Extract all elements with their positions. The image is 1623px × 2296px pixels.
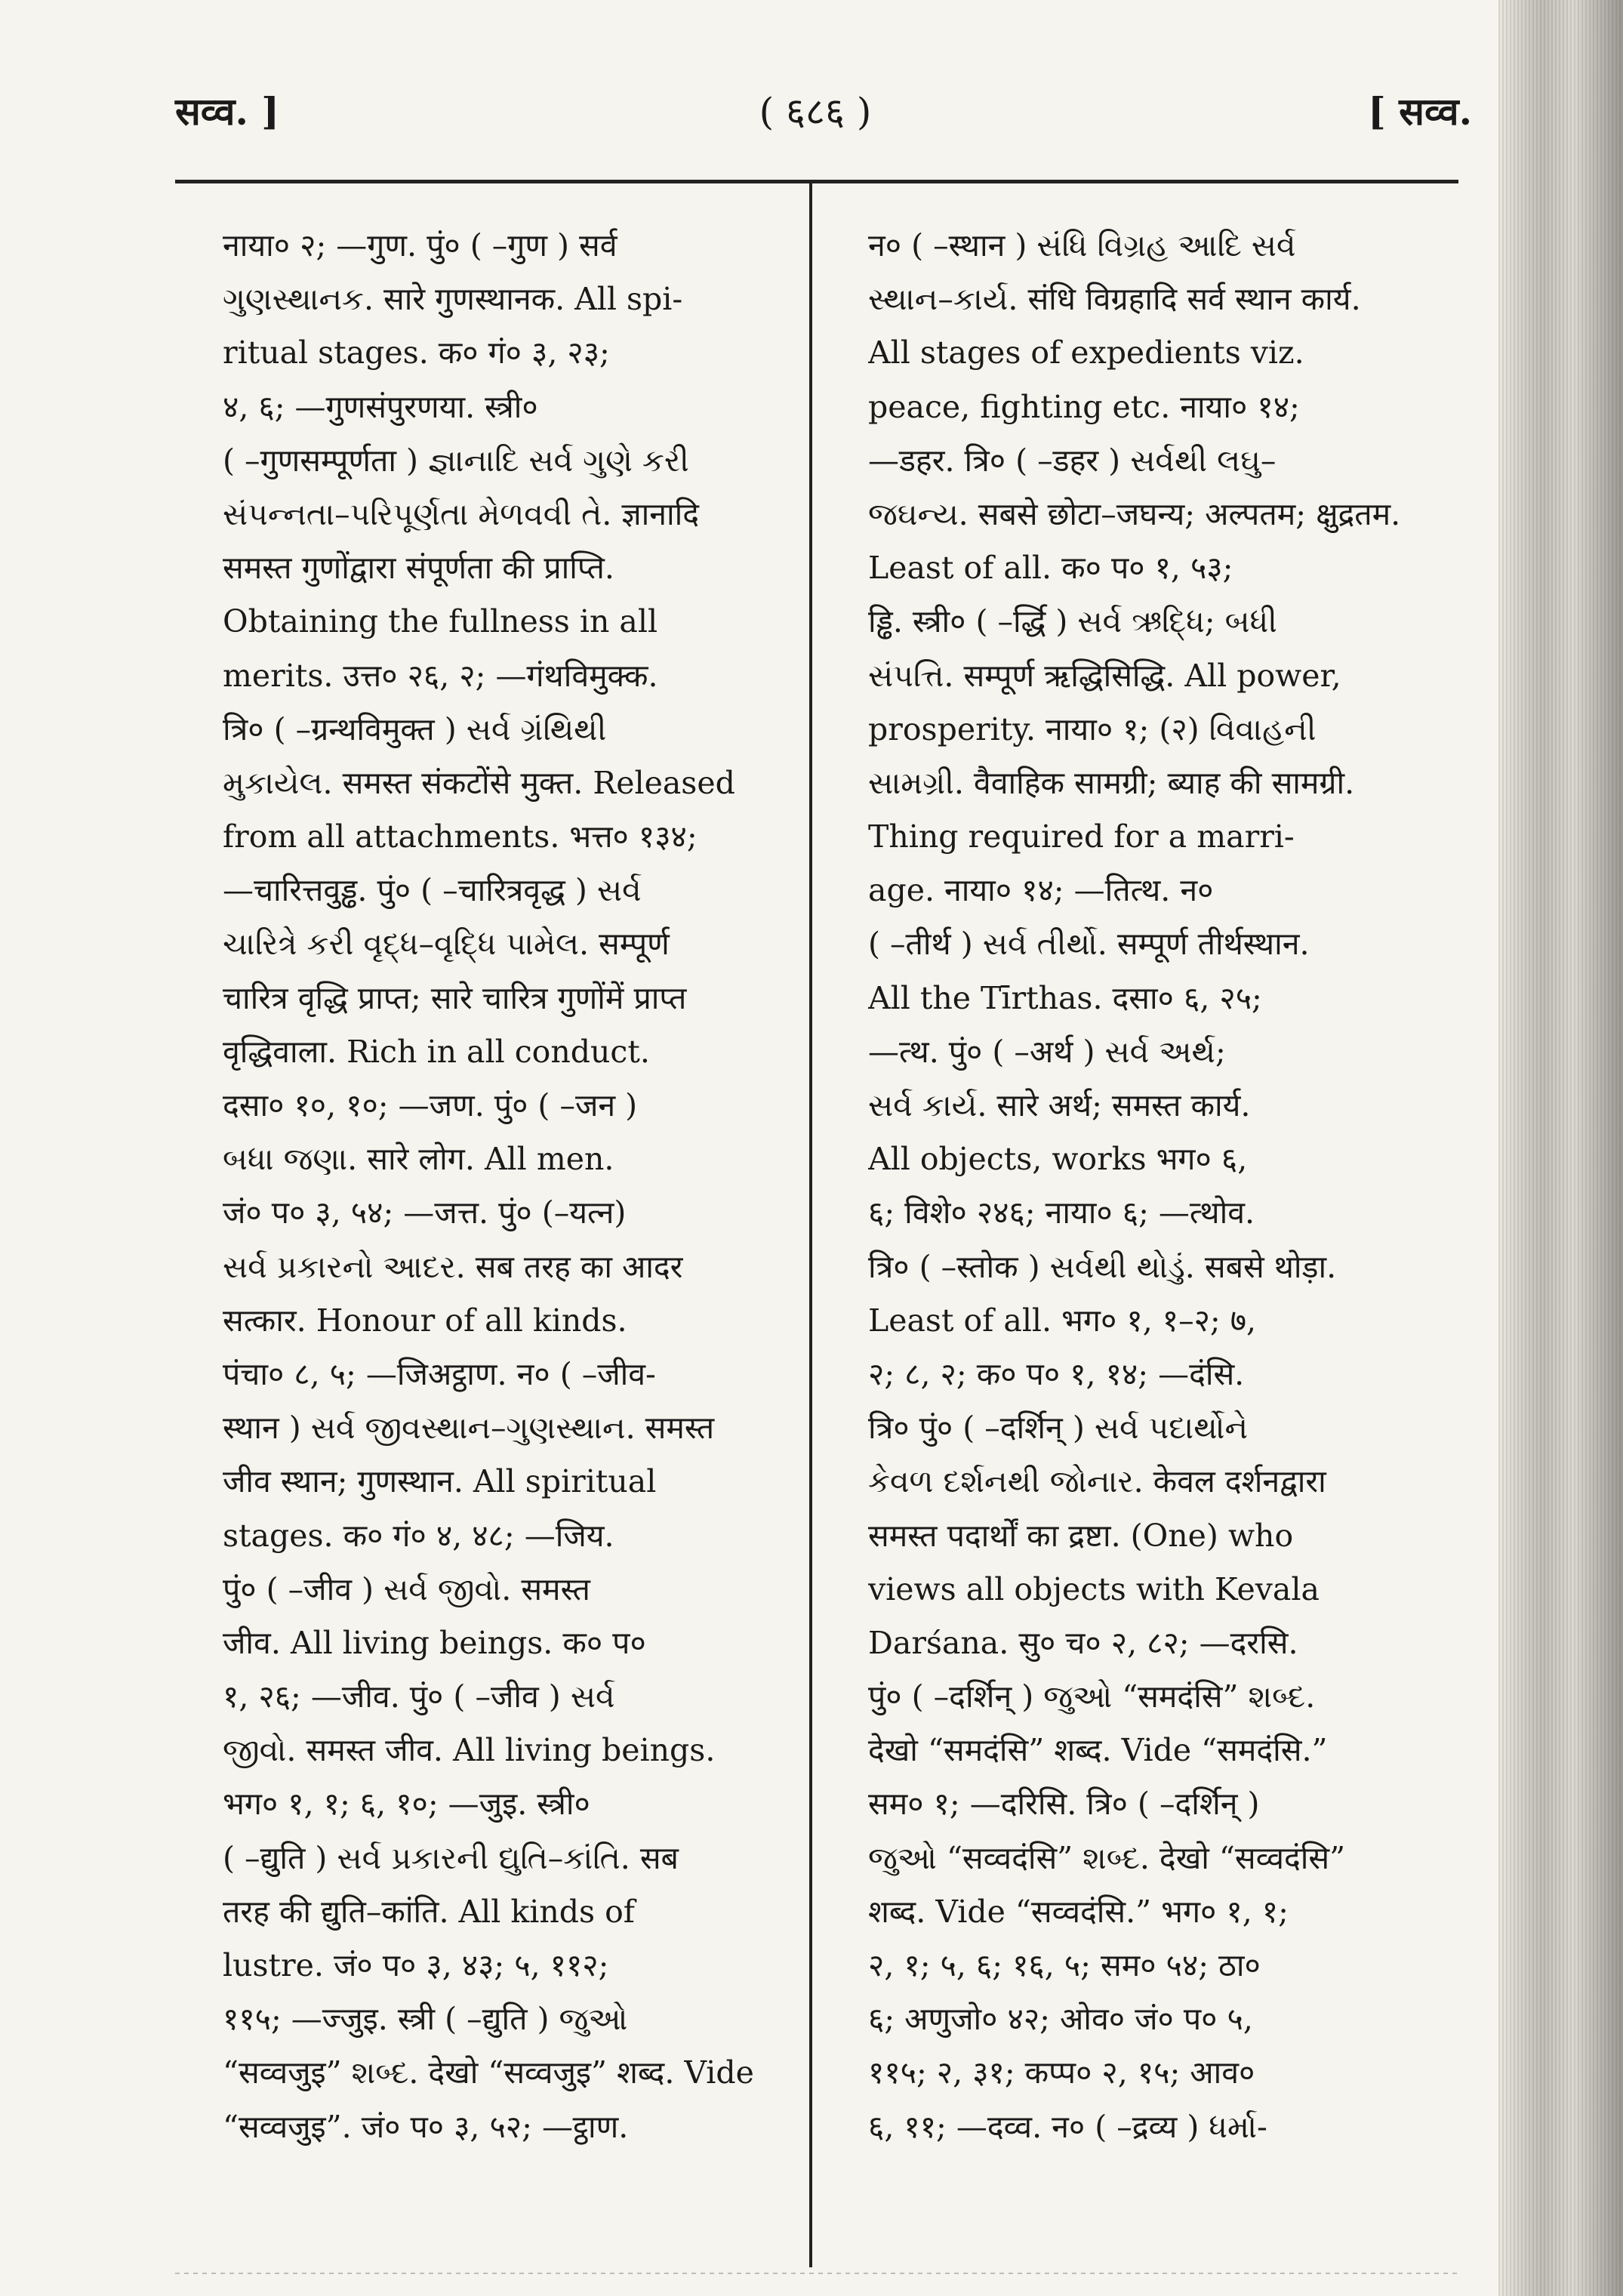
text-line: merits. उत्त० २६, २; —गंथविमुक्क.: [223, 657, 658, 694]
text-line: peace, fighting etc. नाया० १४;: [868, 388, 1300, 425]
text-line: ( –द्युति ) સર્વ પ્રકારની દ્યુતિ–કાંતિ. सब: [223, 1839, 679, 1876]
text-line: Least of all. क० प० १, ५३;: [868, 550, 1233, 587]
text-line: stages. क० गं० ४, ४८; —जिय.: [223, 1517, 614, 1554]
text-line: “सव्वजुइ”. जं० प० ३, ५२; —ट्ठाण.: [223, 2108, 629, 2145]
text-line: prosperity. नाया० १; (२) વિવાહની: [868, 710, 1317, 747]
text-line: ચારિત્રે કરી વૃદ્ધ–વૃદ્ધિ પામેલ. सम्पूर्ण: [223, 926, 670, 963]
left-column: [223, 219, 780, 2288]
text-line: २; ८, २; क० प० १, १४; —दंसि.: [868, 1355, 1245, 1392]
text-line: સર્વ કાર્ય. सारे अर्थ; समस्त कार्य.: [868, 1087, 1251, 1123]
text-line: બધા જણા. सारे लोग. All men.: [223, 1141, 614, 1178]
text-line: ६, ११; —दव्व. न० ( –द्रव्य ) ધર્મા-: [868, 2108, 1267, 2145]
text-line: age. नाया० १४; —तित्थ. न०: [868, 872, 1214, 909]
text-line: Thing required for a marri-: [868, 818, 1295, 855]
text-line: पुं० ( –जीव ) સર્વ જીવો. समस्त: [223, 1570, 590, 1607]
text-line: नाया० २; —गुण. पुं० ( –गुण ) सर्व: [223, 227, 617, 264]
column-divider: [809, 183, 812, 2267]
text-line: All stages of expedients viz.: [868, 334, 1304, 371]
text-line: સર્વ પ્રકારનો આદર. सब तरह का आदर: [223, 1248, 683, 1285]
text-line: तरह की द्युति–कांति. All kinds of: [223, 1893, 635, 1930]
text-line: —डहर. त्रि० ( –डहर ) સર્વથી લઘુ–: [868, 442, 1277, 479]
text-line: “सव्वजुइ” શબ્દ. देखो “सव्वजुइ” शब्द. Vide: [223, 2054, 754, 2091]
text-line: જીવો. समस्त जीव. All living beings.: [223, 1732, 716, 1769]
text-line: देखो “समदंसि” शब्द. Vide “समदंसि.”: [868, 1732, 1328, 1769]
text-line: सम० १; —दरिसि. त्रि० ( –दर्शिन् ): [868, 1786, 1260, 1823]
text-line: समस्त गुणोंद्वारा संपूर्णता की प्राप्ति.: [223, 550, 614, 587]
text-line: त्रि० पुं० ( –दर्शिन् ) સર્વ પદાર્થોને: [868, 1410, 1249, 1447]
text-line: ११५; २, ३१; कप्प० २, १५; आव०: [868, 2054, 1255, 2091]
text-line: २, १; ५, ६; १६, ५; सम० ५४; ठा०: [868, 1947, 1261, 1983]
text-line: चारित्र वृद्धि प्राप्त; सारे चारित्र गुणोंमें प्राप्त: [223, 979, 687, 1016]
right-column: [868, 219, 1425, 2288]
text-line: जीव स्थान; गुणस्थान. All spiritual: [223, 1463, 657, 1500]
text-line: from all attachments. भत्त० १३४;: [223, 818, 698, 855]
running-head-left: सव्व. ]: [175, 89, 279, 134]
text-line: शब्द. Vide “सव्वदंसि.” भग० १, १;: [868, 1893, 1289, 1930]
text-line: स्थान ) સર્વ જીવસ્થાન–ગુણસ્થાન. समस्त: [223, 1410, 715, 1447]
bottom-edge: [175, 2273, 1458, 2274]
running-head-right: [ सव्व.: [1368, 89, 1472, 134]
text-line: जीव. All living beings. क० प०: [223, 1624, 646, 1661]
text-line: त्रि० ( –ग्रन्थविमुक्त ) સર્વ ગ્રંથિથી: [223, 710, 607, 747]
text-line: भग० १, १; ६, १०; —जुइ. स्त्री०: [223, 1786, 590, 1823]
page-edge-shadow: [1498, 0, 1623, 2296]
text-line: Obtaining the fullness in all: [223, 603, 658, 640]
text-line: lustre. जं० प० ३, ४३; ५, ११२;: [223, 1947, 609, 1983]
text-line: Least of all. भग० १, १–२; ७,: [868, 1302, 1257, 1339]
text-line: All objects, works भग० ६,: [868, 1141, 1248, 1178]
text-line: न० ( –स्थान ) સંધિ વિગ્રહ આદિ સર્વ: [868, 227, 1296, 264]
text-line: સામગ્રી. वैवाहिक सामग्री; ब्याह की सामग्री.: [868, 764, 1355, 801]
text-line: જુઓ “सव्वदंसि” શબ્દ. देखो “सव्वदंसि”: [868, 1839, 1346, 1876]
header-rule: [175, 180, 1458, 183]
text-line: ११५; —ज्जुइ. स्त्री ( –द्युति ) જુઓ: [223, 2001, 628, 2038]
text-line: જઘન્ય. सबसे छोटा–जघन्य; अल्पतम; क्षुद्रतम.: [868, 495, 1401, 532]
text-line: મુકાયેલ. समस्त संकटोंसे मुक्त. Released: [223, 764, 735, 801]
text-line: ગુણસ્થાનક. सारे गुणस्थानक. All spi-: [223, 281, 683, 318]
text-line: views all objects with Kevala: [868, 1570, 1320, 1607]
text-line: —त्थ. पुं० ( –अर्थ ) સર્વ અર્થ;: [868, 1033, 1226, 1070]
text-line: ६; अणुजो० ४२; ओव० जं० प० ५,: [868, 2001, 1253, 2038]
text-line: जं० प० ३, ५४; —जत्त. पुं० (–यत्न): [223, 1194, 627, 1231]
text-line: ६; विशे० २४६; नाया० ६; —त्थोव.: [868, 1194, 1255, 1231]
text-line: સંપત્તિ. सम्पूर्ण ऋद्धिसिद्धि. All power,: [868, 657, 1341, 694]
text-line: १, २६; —जीव. पुं० ( –जीव ) સર્વ: [223, 1678, 615, 1715]
text-line: ritual stages. क० गं० ३, २३;: [223, 334, 610, 371]
text-line: वृद्धिवाला. Rich in all conduct.: [223, 1033, 650, 1070]
text-line: पुं० ( –दर्शिन् ) જુઓ “समदंसि” શબ્દ.: [868, 1678, 1316, 1715]
text-line: सत्कार. Honour of all kinds.: [223, 1302, 627, 1339]
text-line: त्रि० ( –स्तोक ) સર્વથી થોડું. सबसे थोड़ा.: [868, 1248, 1337, 1285]
text-line: સ્થાન–કાર્ય. संधि विग्रहादि सर्व स्थान कार्य.: [868, 281, 1361, 318]
text-line: સંપન્નતા–પરિપૂર્ણતા મેળવવી તે. ज्ञानादि: [223, 495, 700, 532]
text-line: ( –तीर्थ ) સર્વ તીર્થો. सम्पूर्ण तीर्थस्थान.: [868, 926, 1310, 963]
text-line: All the Tīrthas. दसा० ६, २५;: [868, 979, 1262, 1016]
text-line: Darśana. सु० च० २, ८२; —दरसि.: [868, 1624, 1298, 1661]
text-line: पंचा० ८, ५; —जिअट्ठाण. न० ( –जीव-: [223, 1355, 656, 1392]
text-line: ४, ६; —गुणसंपुरणया. स्त्री०: [223, 388, 538, 425]
text-line: —चारित्तवुड्ढ. पुं० ( –चारित्रवृद्ध ) સર્વ: [223, 872, 642, 909]
text-line: समस्त पदार्थों का द्रष्टा. (One) who: [868, 1517, 1294, 1554]
text-line: ड्ढि. स्त्री० ( –र्द्धि ) સર્વ ઋદ્ધિ; બધી: [868, 603, 1277, 640]
text-line: કેવળ દર્શનથી જોનાર. केवल दर्शनद्वारा: [868, 1463, 1326, 1500]
page-number: ( ६८६ ): [759, 90, 872, 134]
text-line: दसा० १०, १०; —जण. पुं० ( –जन ): [223, 1087, 638, 1123]
text-line: ( –गुणसम्पूर्णता ) જ્ઞાનાદિ સર્વ ગુણે કરી: [223, 442, 689, 479]
